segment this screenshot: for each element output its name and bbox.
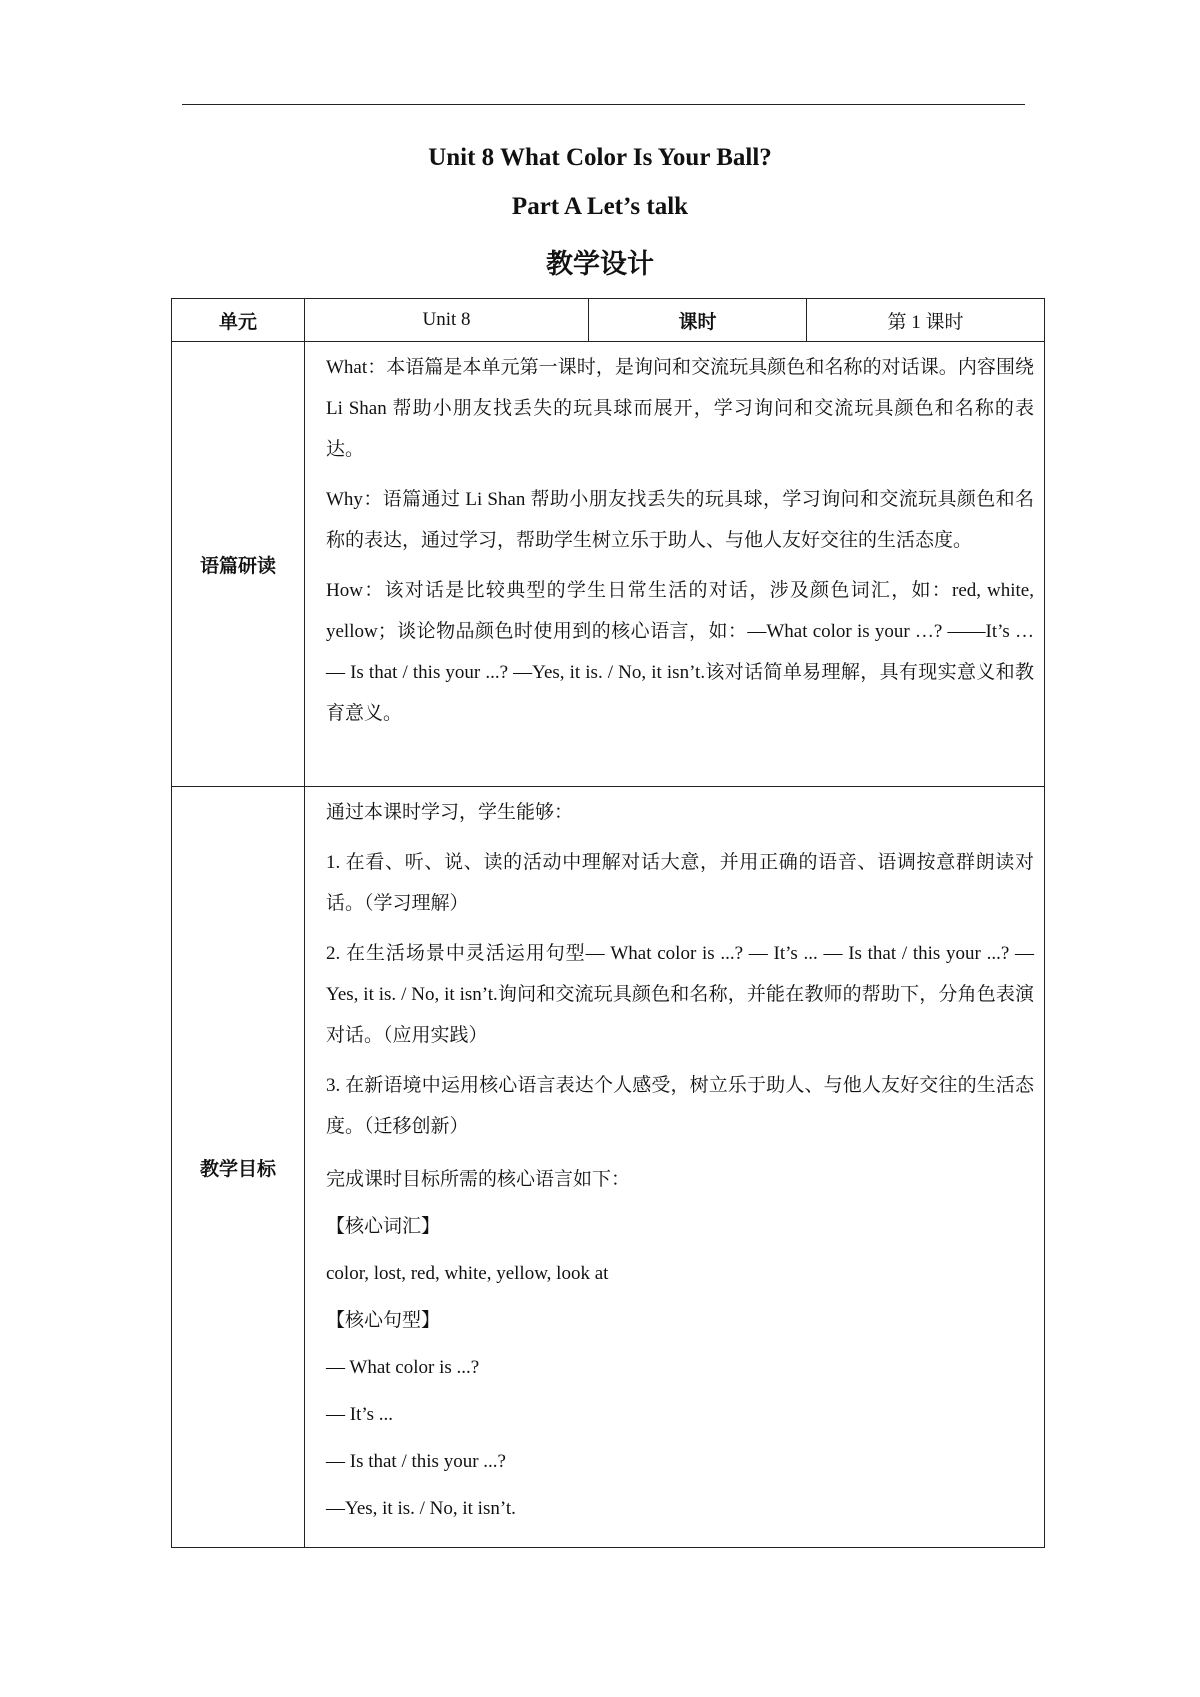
core-vocab-heading: 【核心词汇】 xyxy=(326,1216,441,1237)
lesson-value: 第 1 课时 xyxy=(807,299,1045,342)
text-analysis-row xyxy=(172,342,1045,787)
document-subtitle: Part A Let’s talk xyxy=(511,193,689,220)
text-analysis-label: 语篇研读 xyxy=(172,342,305,787)
lesson-label: 课时 xyxy=(589,299,807,342)
objective-2: 2. 在生活场景中灵活运用句型— What color is ...? — It’s ... — Is that / this your ...? —Yes, it is. / No, it isn’t.询问和交流玩具颜色和名称，并能在教师的帮助下，分角色表演对话。（应用实践） xyxy=(326,943,1034,1046)
unit-label: 单元 xyxy=(172,299,305,342)
lesson-plan-table xyxy=(171,298,1045,1548)
objectives-content xyxy=(305,787,1045,1548)
document-title: Unit 8 What Color Is Your Ball? xyxy=(428,144,772,171)
objective-3: 3. 在新语境中运用核心语言表达个人感受，树立乐于助人、与他人友好交往的生活态度。（迁移创新） xyxy=(326,1075,1034,1137)
table-header-row xyxy=(172,299,1045,342)
core-pattern-2: — It’s ... xyxy=(326,1404,394,1425)
how-paragraph: How：该对话是比较典型的学生日常生活的对话，涉及颜色词汇，如：red, white, yellow；谈论物品颜色时使用到的核心语言，如：—What color is your …? ——It’s …— Is that / this your ...? —Yes, it is. / No, it isn’t.该对话简单易理解，具有现实意义和教育意义。 xyxy=(326,580,1034,724)
unit-value: Unit 8 xyxy=(305,299,589,342)
core-pattern-3: — Is that / this your ...? xyxy=(326,1451,506,1472)
objective-1: 1. 在看、听、说、读的活动中理解对话大意，并用正确的语音、语调按意群朗读对话。（学习理解） xyxy=(326,852,1034,914)
core-vocab-list: color, lost, red, white, yellow, look at xyxy=(326,1263,609,1284)
core-pattern-4: —Yes, it is. / No, it isn’t. xyxy=(326,1498,516,1519)
what-paragraph: What：本语篇是本单元第一课时，是询问和交流玩具颜色和名称的对话课。内容围绕 Li Shan 帮助小朋友找丢失的玩具球而展开，学习询问和交流玩具颜色和名称的表达。 xyxy=(326,357,1034,460)
core-pattern-heading: 【核心句型】 xyxy=(326,1310,441,1331)
core-language-intro: 完成课时目标所需的核心语言如下： xyxy=(326,1169,631,1190)
core-pattern-1: — What color is ...? xyxy=(326,1357,480,1378)
why-paragraph: Why：语篇通过 Li Shan 帮助小朋友找丢失的玩具球，学习询问和交流玩具颜色和名称的表达，通过学习，帮助学生树立乐于助人、与他人友好交往的生活态度。 xyxy=(326,489,1034,551)
text-analysis-content xyxy=(305,342,1045,787)
document-heading: 教学设计 xyxy=(546,249,654,280)
objectives-label: 教学目标 xyxy=(172,787,305,1548)
objectives-intro: 通过本课时学习，学生能够： xyxy=(326,802,574,823)
header-rule xyxy=(182,104,1025,105)
objectives-row xyxy=(172,787,1045,1548)
